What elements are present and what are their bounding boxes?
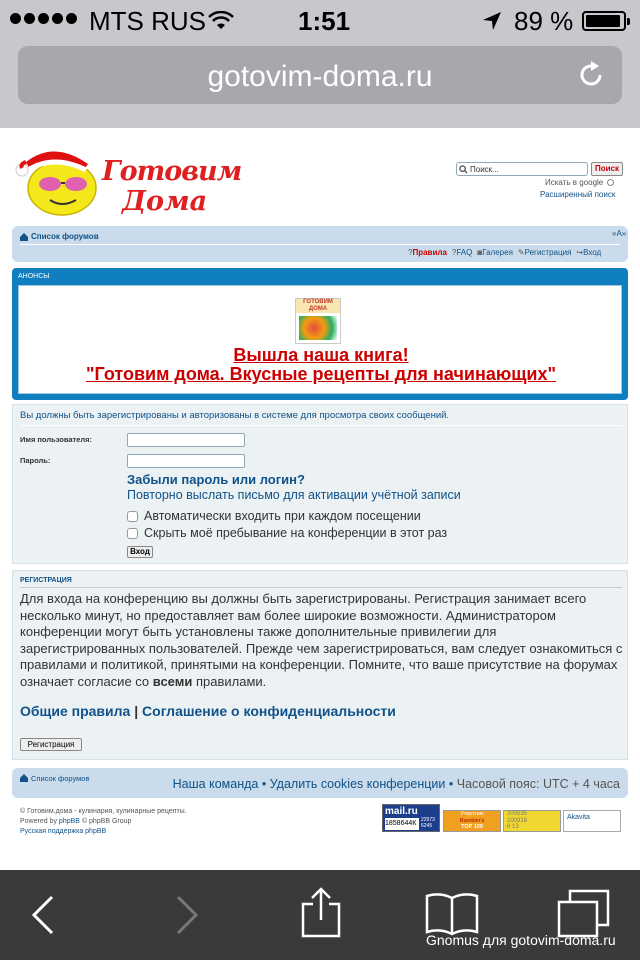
delete-cookies-link[interactable]: Удалить cookies конференции xyxy=(269,777,446,791)
search-google-label: Искать в google xyxy=(545,178,604,187)
password-label: Пароль: xyxy=(20,456,51,465)
home-icon xyxy=(20,774,28,782)
general-rules-link[interactable]: Общие правила xyxy=(20,703,131,719)
nav-login[interactable]: ↪Вход xyxy=(576,248,602,257)
stats-counter[interactable]: 200535 200918 6 13 xyxy=(503,810,561,832)
checkbox-icon[interactable] xyxy=(607,179,614,186)
status-bar xyxy=(0,0,640,40)
announcement-title[interactable]: Вышла наша книга! xyxy=(233,345,409,365)
top-navbar xyxy=(12,226,628,262)
nav-rules[interactable]: ?Правила xyxy=(408,248,447,257)
register-button[interactable]: Регистрация xyxy=(20,738,82,751)
camera-icon: ◙ xyxy=(477,248,483,257)
nav-gallery[interactable]: ◙Галерея xyxy=(477,248,513,257)
signal-strength-icon xyxy=(10,13,77,24)
wifi-icon xyxy=(208,11,234,31)
timezone-label: Часовой пояс: UTC + 4 часа xyxy=(456,777,620,791)
battery-percent: 89 % xyxy=(514,6,574,36)
username-label: Имя пользователя: xyxy=(20,435,92,444)
search-input[interactable] xyxy=(456,162,588,176)
reload-icon[interactable] xyxy=(576,60,606,90)
russian-support-link[interactable]: Русская поддержка phpBB xyxy=(20,828,107,835)
location-arrow-icon xyxy=(482,11,502,31)
book-cover-image[interactable]: ГОТОВИМ ДОМА xyxy=(295,298,341,344)
mailru-counter[interactable]: mail.ru 1858644К 22973 6245 xyxy=(382,804,440,832)
forum-list-link[interactable]: Список форумов xyxy=(31,232,99,241)
rules-icon: ? xyxy=(408,248,413,257)
phpbb-link[interactable]: phpBB xyxy=(58,818,80,825)
hide-me-label: Скрыть моё пребывание на конференции в этот раз xyxy=(144,526,448,540)
akavita-counter[interactable]: Akavita xyxy=(563,810,621,832)
browser-toolbar xyxy=(0,870,640,960)
login-button[interactable]: Вход xyxy=(127,546,153,558)
forward-icon[interactable] xyxy=(172,895,200,935)
browser-address-area xyxy=(0,40,640,128)
search-google-link[interactable] xyxy=(545,178,614,187)
search-icon xyxy=(459,165,468,174)
auto-login-label: Автоматически входить при каждом посещении xyxy=(144,509,421,523)
announcement-content xyxy=(18,285,622,394)
lemon-santa-icon xyxy=(14,140,106,220)
link-separator: | xyxy=(134,703,139,719)
address-bar[interactable] xyxy=(18,46,622,104)
footer-navbar: Список форумов Наша команда • Удалить cookies конференции • Часовой пояс: UTC + 4 часа xyxy=(12,768,628,798)
forgot-password-link[interactable]: Забыли пароль или логин? xyxy=(127,472,305,487)
battery-icon xyxy=(582,11,626,31)
pencil-icon: ✎ xyxy=(517,248,525,257)
footer-copyright: © Готовим.дома - кулинария, кулинарные рецепты. Powered by phpBB © phpBB Group Русская поддержка phpBB xyxy=(20,808,187,835)
registration-panel xyxy=(12,570,628,760)
registration-header: РЕГИСТРАЦИЯ xyxy=(20,577,72,584)
privacy-link[interactable]: Соглашение о конфиденциальности xyxy=(142,703,396,719)
site-logo[interactable] xyxy=(14,140,242,218)
bookmarks-icon[interactable] xyxy=(424,892,480,936)
team-link[interactable]: Наша команда xyxy=(172,777,259,791)
rambler-counter[interactable]: Участник Rambler's TOP 100 xyxy=(443,810,501,832)
auto-login-checkbox[interactable] xyxy=(127,511,138,522)
logo-text-line2: Дома xyxy=(122,186,208,217)
login-icon: ↪ xyxy=(576,248,584,257)
clock: 1:51 xyxy=(298,6,351,36)
hide-me-checkbox[interactable] xyxy=(127,528,138,539)
home-icon xyxy=(20,233,28,241)
registration-text: Для входа на конференцию вы должны быть зарегистрированы. Регистрация занимает всего несколько минут, но предоставляет вам более широкие возможности. Администратором конференции могут быть установлены также дополнительные привилегии для зарегистрированных пользователей. Прежде чем зарегистрироваться, вам следует ознакомиться с правилами и политикой, принятыми на конференции. Помните, что ваше присутствие на форумах означает согласие со всеми правилами. xyxy=(20,591,623,689)
footer-forum-list-link[interactable]: Список форумов xyxy=(31,774,90,783)
username-field[interactable] xyxy=(127,433,245,447)
carrier-label: MTS RUS xyxy=(89,6,206,36)
resend-activation-link[interactable]: Повторно выслать письмо для активации учётной записи xyxy=(127,488,461,502)
search-button[interactable]: Поиск xyxy=(591,162,623,176)
share-icon[interactable] xyxy=(300,886,342,938)
web-page xyxy=(0,128,640,870)
watermark: Gnomus для gotovim-doma.ru xyxy=(426,932,616,948)
logo-text-line1: Готовим xyxy=(102,156,242,187)
announcement-book-link[interactable]: "Готовим дома. Вкусные рецепты для начинающих" xyxy=(85,364,557,384)
login-panel xyxy=(12,404,628,564)
font-size-toggle[interactable]: «А» xyxy=(612,229,627,238)
login-notice: Вы должны быть зарегистрированы и авторизованы в системе для просмотра своих сообщений. xyxy=(20,410,450,421)
url-text: gotovim-doma.ru xyxy=(207,60,433,93)
back-icon[interactable] xyxy=(30,895,58,935)
nav-faq[interactable]: ?FAQ xyxy=(451,248,473,257)
search-placeholder: Поиск... xyxy=(470,165,499,174)
faq-icon: ? xyxy=(451,248,457,257)
password-field[interactable] xyxy=(127,454,245,468)
announcements-header: АНОНСЫ xyxy=(18,273,50,280)
advanced-search-link[interactable]: Расширенный поиск xyxy=(540,190,616,199)
announcements-block xyxy=(12,268,628,400)
nav-register[interactable]: ✎Регистрация xyxy=(517,248,572,257)
